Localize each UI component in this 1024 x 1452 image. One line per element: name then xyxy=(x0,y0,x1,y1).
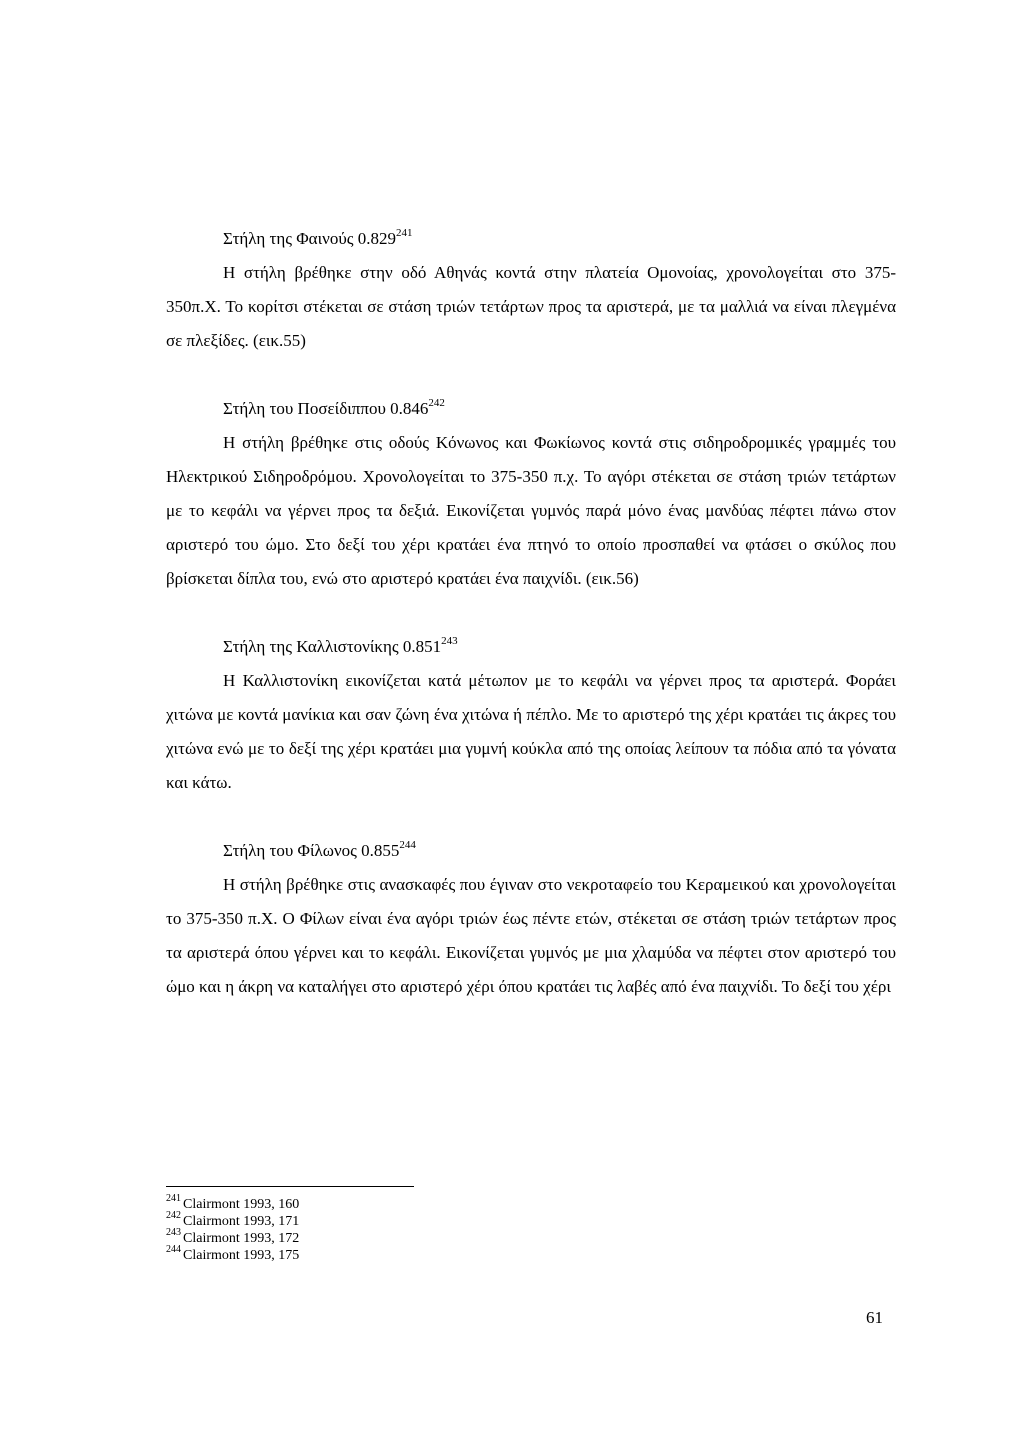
footnote-ref: 243 xyxy=(441,635,458,648)
footnote-separator xyxy=(166,1186,414,1187)
footnote-number: 241 xyxy=(166,1193,181,1205)
page-number: 61 xyxy=(866,1308,883,1327)
footnote-item: $^{243}$ Clairmont 1993, 172 xyxy=(166,1227,300,1246)
main-text xyxy=(166,222,896,1004)
footnote-number: 244 xyxy=(166,1244,181,1256)
entry-title: Στήλη της Καλλιστονίκης 0.851$^{243}$ xyxy=(223,635,458,656)
entry-poseidippou xyxy=(166,392,896,596)
footnote-ref: 242 xyxy=(428,397,445,410)
entry-body: Η στήλη βρέθηκε στις ανασκαφές που έγιναν στο νεκροταφείο του Κεραμεικού και χρονολογείται το 375-350 π.Χ. Ο Φίλων είναι ένα αγόρι τριών έως πέντε ετών, στέκεται σε στάση τριών τετάρτων προς τα αριστερά όπου γέρνει και το κεφάλι. Εικονίζεται γυμνός με μια χλαμύδα να πέφτει στον αριστερό του ώμο και η άκρη να καταλήγει στο αριστερό χέρι όπου κρατάει τις λαβές από ένα παιχνίδι. Το δεξί του χέρι xyxy=(166,875,896,996)
footnote-item: $^{242}$ Clairmont 1993, 171 xyxy=(166,1210,300,1229)
entry-phainous xyxy=(166,222,896,358)
entry-body: Η στήλη βρέθηκε στις οδούς Κόνωνος και Φωκίωνος κοντά στις σιδηροδρομικές γραμμές του Ηλεκτρικού Σιδηροδρόμου. Χρονολογείται το 375-350 π.χ. Το αγόρι στέκεται σε στάση τριών τετάρτων με το κεφάλι να γέρνει προς τα δεξιά. Εικονίζεται γυμνός παρά μόνο ένας μανδύας πέφτει πάνω στον αριστερό του ώμο. Στο δεξί του χέρι κρατάει ένα πτηνό το οποίο προσπαθεί να φτάσει ο σκύλος που βρίσκεται δίπλα του, ενώ στο αριστερό κρατάει ένα παιχνίδι. (εικ.56) xyxy=(166,433,896,588)
footnote-number: 242 xyxy=(166,1210,181,1222)
footnote-ref: 241 xyxy=(396,227,413,240)
footnote-item: $^{244}$ Clairmont 1993, 175 xyxy=(166,1244,300,1263)
footnote-ref: 244 xyxy=(399,839,416,852)
entry-philonos xyxy=(166,834,896,1004)
footnote-number: 243 xyxy=(166,1227,181,1239)
entry-title: Στήλη του Ποσείδιππου 0.846$^{242}$ xyxy=(223,397,445,418)
footnotes xyxy=(166,1193,300,1264)
entry-title: Στήλη της Φαινούς 0.829$^{241}$ xyxy=(223,227,413,248)
entry-body: Η στήλη βρέθηκε στην οδό Αθηνάς κοντά στην πλατεία Ομονοίας, χρονολογείται στο 375-350π.Χ. Το κορίτσι στέκεται σε στάση τριών τετάρτων προς τα αριστερά, με τα μαλλιά να είναι πλεγμένα σε πλεξίδες. (εικ.55) xyxy=(166,263,896,350)
entry-title: Στήλη του Φίλωνος 0.855$^{244}$ xyxy=(223,839,416,860)
footnote-item: $^{241}$ Clairmont 1993, 160 xyxy=(166,1193,300,1212)
entry-body: Η Καλλιστονίκη εικονίζεται κατά μέτωπον με το κεφάλι να γέρνει προς τα αριστερά. Φοράει χιτώνα με κοντά μανίκια και σαν ζώνη ένα χιτώνα ή πέπλο. Με το αριστερό της χέρι κρατάει τις άκρες του χιτώνα ενώ με το δεξί της χέρι κρατάει μια γυμνή κούκλα από της οποίας λείπουν τα πόδια από τα γόνατα και κάτω. xyxy=(166,671,896,792)
entry-kallistonikis xyxy=(166,630,896,800)
